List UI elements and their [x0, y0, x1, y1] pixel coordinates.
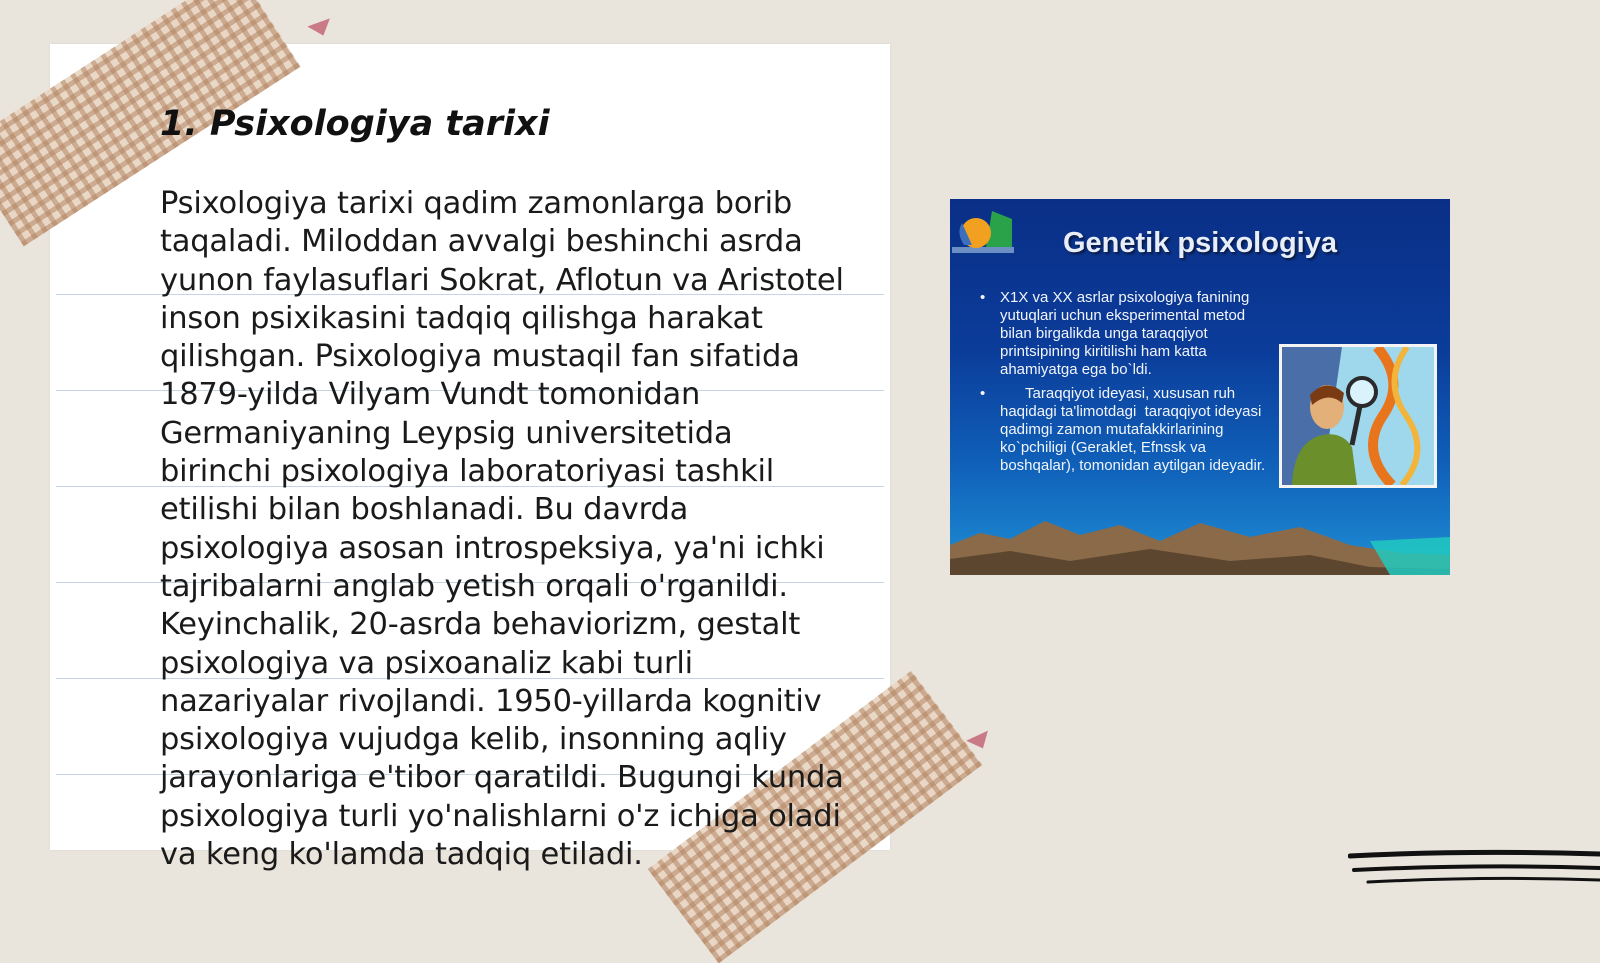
body-paragraph: Psixologiya tarixi qadim zamonlarga borib taqaladi. Miloddan avvalgi beshinchi asrda yunon faylasuflari Sokrat, Aflotun va Aristotel inson psixikasini tadqiq qilishga harakat qilishgan. Psixologiya mustaqil fan sifatida 1879-yilda Vilyam Vundt tomonidan Germaniyaning Leypsig universitetida birinchi psixologiya laboratoriyasi tashkil etilishi bilan boshlanadi. Bu davrda psixologiya asosan introspeksiya, ya'ni ichki tajribalarni anglab yetish orqali o'rganildi. Keyinchalik, 20-asrda behaviorizm, gestalt psixologiya va psixoanaliz kabi turli nazariyalar rivojlandi. 1950-yillarda kognitiv psixologiya vujudga kelib, insonning aqliy jarayonlariga e'tibor qaratildi. Bugungi kunda psixologiya turli yo'nalishlarni o'z ichiga oladi va keng ko'lamda tadqiq etiladi. [160, 186, 844, 873]
mountain-silhouette [950, 515, 1450, 575]
scientist-magnifier-dna-icon [1279, 344, 1437, 488]
section-heading: 1. Psixologiya tarixi [160, 104, 550, 144]
slide-bullet: • X1X va XX asrlar psixologiya fanining yutuqlari uchun eksperimental metod bilan birgalikda unga taraqqiyot printsipining kiritilishi ham katta ahamiyatga ega bo`ldi. [980, 289, 1280, 379]
slide-title: Genetik psixologiya [1063, 227, 1337, 259]
slide-bullet-list [980, 289, 1280, 481]
embedded-slide-image [950, 199, 1450, 575]
tape-pin-bottom [966, 731, 994, 754]
slide-bullet: • Taraqqiyot ideyasi, xususan ruh haqidagi ta'limotdagi taraqqiyot ideyasi qadimgi zamon mutafakkirlarining ko`pchiligi (Geraklet, Efnssk va boshqalar), tomonidan aytilgan ideyadir. [980, 385, 1280, 475]
tape-pin-top [307, 18, 334, 39]
brush-stroke-decoration [1348, 848, 1600, 890]
